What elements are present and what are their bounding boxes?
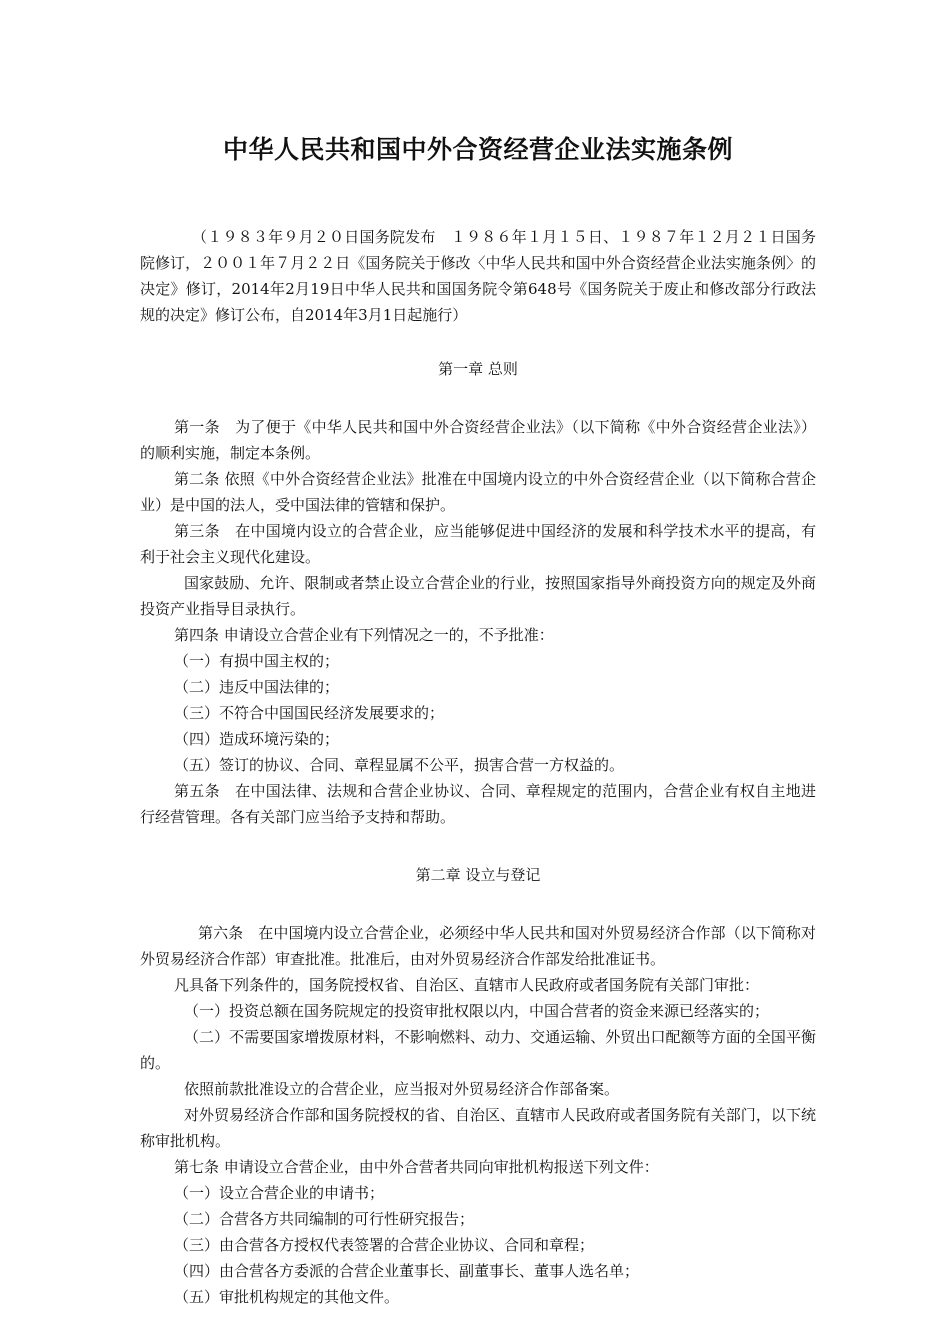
chapter-heading: 第一章 总则 bbox=[438, 360, 518, 378]
list-item: （一）有损中国主权的； bbox=[174, 652, 340, 670]
article-1: 第一条 为了便于《中华人民共和国中外合资经营企业法》（以下简称《中外合资经营企业法》）的顺利实施，制定本条例。 bbox=[140, 418, 816, 462]
article-2: 第二条 依照《中外合资经营企业法》批准在中国境内设立的中外合资经营企业（以下简称合营企业）是中国的法人，受中国法律的管辖和保护。 bbox=[140, 470, 816, 514]
publication-note: （１９８３年９月２０日国务院发布 １９８６年１月１５日、１９８７年１２月２１日国务院修订，２００１年７月２２日《国务院关于修改〈中华人民共和国中外合资经营企业法实施条例〉的决定》修订，2014年2月19日中华人民共和国国务院令第648号《国务院关于废止和修改部分行政法规的决定》修订公布，自2014年3月1日起施行） bbox=[140, 228, 816, 324]
article-6-paragraph-3: 依照前款批准设立的合营企业，应当报对外贸易经济合作部备案。 bbox=[184, 1080, 620, 1098]
list-item: （二）合营各方共同编制的可行性研究报告； bbox=[174, 1210, 475, 1228]
chapter-1 bbox=[140, 356, 816, 830]
article-5: 第五条 在中国法律、法规和合营企业协议、合同、章程规定的范围内，合营企业有权自主地进行经营管理。各有关部门应当给予支持和帮助。 bbox=[140, 782, 816, 826]
article-6-condition-1: （一）投资总额在国务院规定的投资审批权限以内，中国合营者的资金来源已经落实的； bbox=[184, 1002, 770, 1020]
list-item: （三）不符合中国国民经济发展要求的； bbox=[174, 704, 445, 722]
article-6: 第六条 在中国境内设立合营企业，必须经中华人民共和国对外贸易经济合作部（以下简称对外贸易经济合作部）审查批准。批准后，由对外贸易经济合作部发给批准证书。 bbox=[140, 924, 816, 968]
list-item: （四）造成环境污染的； bbox=[174, 730, 340, 748]
list-item: （三）由合营各方授权代表签署的合营企业协议、合同和章程； bbox=[174, 1236, 595, 1254]
chapter-2 bbox=[140, 862, 816, 1310]
document-page bbox=[140, 130, 816, 1310]
article-6-condition-2: （二）不需要国家增拨原材料，不影响燃料、动力、交通运输、外贸出口配额等方面的全国平衡的。 bbox=[140, 1028, 816, 1072]
list-item: （一）设立合营企业的申请书； bbox=[174, 1184, 385, 1202]
article-4: 第四条 申请设立合营企业有下列情况之一的，不予批准： bbox=[174, 626, 554, 644]
article-3-paragraph-2: 国家鼓励、允许、限制或者禁止设立合营企业的行业，按照国家指导外商投资方向的规定及外商投资产业指导目录执行。 bbox=[140, 574, 816, 618]
chapter-heading: 第二章 设立与登记 bbox=[415, 866, 541, 884]
list-item: （五）审批机构规定的其他文件。 bbox=[174, 1288, 400, 1306]
article-7: 第七条 申请设立合营企业，由中外合营者共同向审批机构报送下列文件： bbox=[174, 1158, 659, 1176]
article-3: 第三条 在中国境内设立的合营企业，应当能够促进中国经济的发展和科学技术水平的提高，有利于社会主义现代化建设。 bbox=[140, 522, 816, 566]
article-6-paragraph-2: 凡具备下列条件的，国务院授权省、自治区、直辖市人民政府或者国务院有关部门审批： bbox=[174, 976, 760, 994]
list-item: （五）签订的协议、合同、章程显属不公平，损害合营一方权益的。 bbox=[174, 756, 625, 774]
list-item: （二）违反中国法律的； bbox=[174, 678, 340, 696]
list-item: （四）由合营各方委派的合营企业董事长、副董事长、董事人选名单； bbox=[174, 1262, 640, 1280]
article-6-paragraph-4: 对外贸易经济合作部和国务院授权的省、自治区、直辖市人民政府或者国务院有关部门，以下统称审批机构。 bbox=[140, 1106, 816, 1150]
document-title: 中华人民共和国中外合资经营企业法实施条例 bbox=[222, 135, 733, 164]
